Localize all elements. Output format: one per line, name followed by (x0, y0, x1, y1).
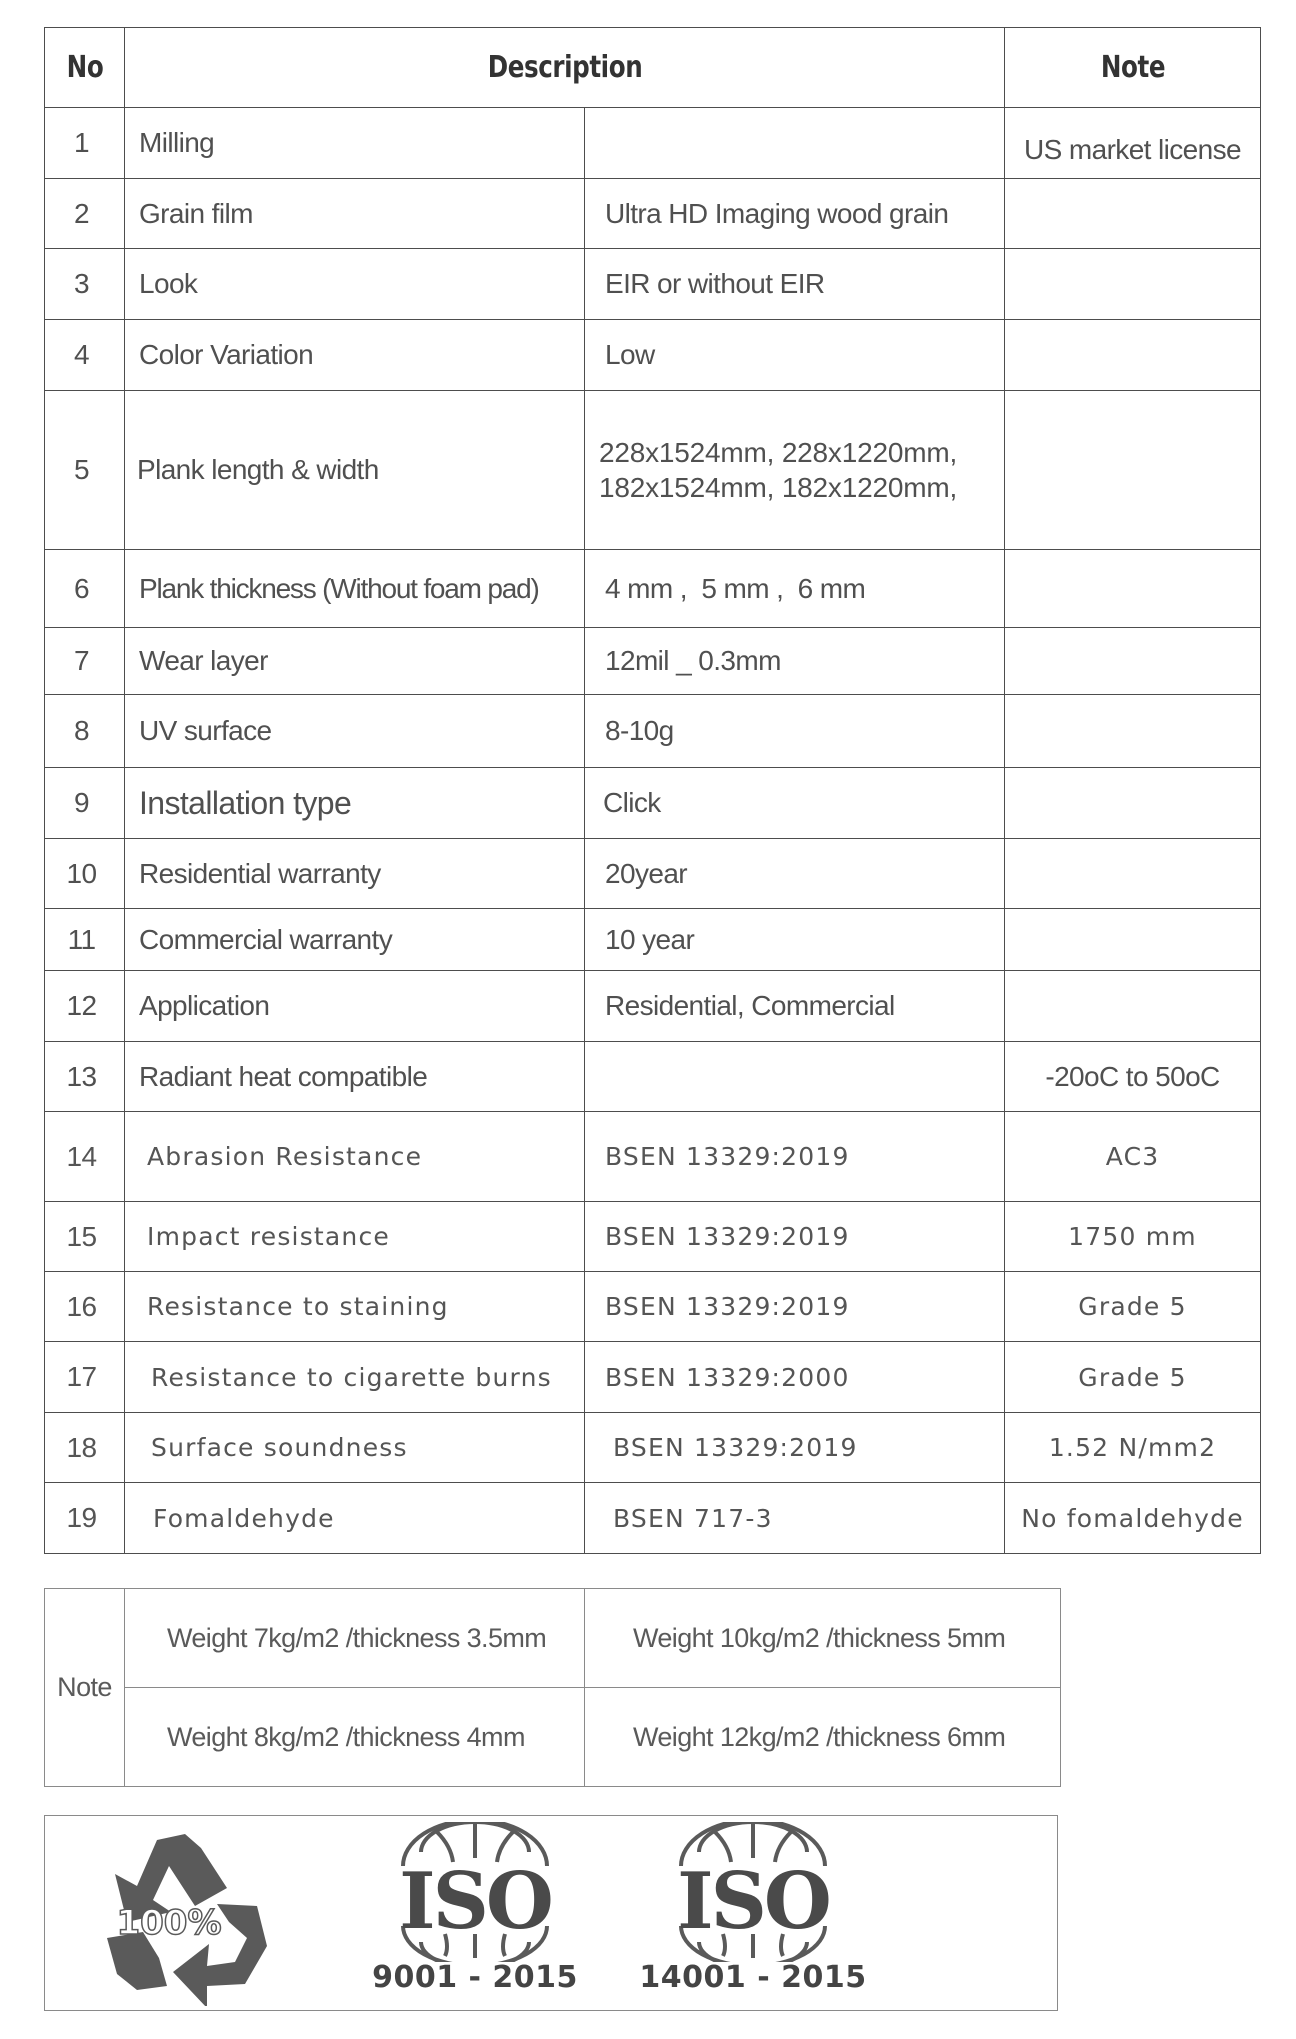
row-note: 1.52 N/mm2 (1005, 1413, 1261, 1483)
iso-14001-logo (643, 1822, 863, 1962)
header-note: Note (1028, 28, 1238, 108)
row-value: 8-10g (585, 695, 1005, 768)
row-description: Color Variation (125, 320, 585, 391)
row-value: BSEN 13329:2019 (585, 1202, 1005, 1272)
iso-globe-icon (365, 1822, 585, 1962)
row-number: 9 (45, 768, 125, 839)
recycle-percent: 100% (116, 1903, 222, 1943)
table-row (45, 1483, 1261, 1554)
table-row (45, 768, 1261, 839)
row-note: -20oC to 50oC (1005, 1042, 1261, 1112)
row-description: Plank length & width (125, 391, 585, 550)
row-note: Grade 5 (1005, 1342, 1261, 1413)
row-description: Look (125, 249, 585, 320)
row-value-multiline (585, 391, 1005, 550)
row-number: 13 (45, 1042, 125, 1112)
row-note: 1750 mm (1005, 1202, 1261, 1272)
row-value-line: 228x1524mm, 228x1220mm, (599, 437, 958, 468)
weight-note-item: Weight 10kg/m2 /thickness 5mm (585, 1589, 1061, 1688)
row-description: Plank thickness (Without foam pad) (125, 550, 585, 628)
row-value: 10 year (585, 909, 1005, 971)
row-description: Installation type (125, 768, 585, 839)
row-number: 17 (45, 1342, 125, 1413)
row-note (1005, 391, 1261, 550)
row-number: 5 (45, 391, 125, 550)
row-number: 11 (45, 909, 125, 971)
row-value: Residential, Commercial (585, 971, 1005, 1042)
row-description: Commercial warranty (125, 909, 585, 971)
row-description: Abrasion Resistance (125, 1112, 585, 1202)
row-note (1005, 628, 1261, 695)
row-description: Surface soundness (125, 1413, 585, 1483)
row-description: Application (125, 971, 585, 1042)
header-description: Description (204, 28, 926, 108)
row-value: BSEN 13329:2019 (585, 1272, 1005, 1342)
row-number: 12 (45, 971, 125, 1042)
row-value: 12mil _ 0.3mm (585, 628, 1005, 695)
row-number: 16 (45, 1272, 125, 1342)
table-row (45, 320, 1261, 391)
recycle-icon (97, 1826, 277, 2006)
table-row (45, 971, 1261, 1042)
row-description: Wear layer (125, 628, 585, 695)
row-description: Resistance to staining (125, 1272, 585, 1342)
table-row (45, 1042, 1261, 1112)
row-value: BSEN 13329:2019 (585, 1413, 1005, 1483)
spec-header-row (45, 28, 1261, 108)
row-note (1005, 909, 1261, 971)
row-number: 6 (45, 550, 125, 628)
row-value: Ultra HD Imaging wood grain (585, 179, 1005, 249)
row-note (1005, 768, 1261, 839)
row-description: Residential warranty (125, 839, 585, 909)
row-value: 20year (585, 839, 1005, 909)
row-number: 10 (45, 839, 125, 909)
table-row (45, 108, 1261, 179)
row-value: Low (585, 320, 1005, 391)
row-value-line: 182x1524mm, 182x1220mm, (599, 472, 958, 503)
row-note: No fomaldehyde (1005, 1483, 1261, 1554)
row-note (1005, 249, 1261, 320)
row-number: 3 (45, 249, 125, 320)
table-row (45, 391, 1261, 550)
iso-9001-logo (365, 1822, 585, 1962)
iso-mark: ISO (677, 1856, 829, 1947)
row-value: Click (585, 768, 1005, 839)
weight-note-row (45, 1688, 1061, 1787)
row-value (585, 108, 1005, 179)
weight-note-table (44, 1588, 1061, 1787)
row-value: BSEN 13329:2000 (585, 1342, 1005, 1413)
table-row (45, 909, 1261, 971)
row-note: AC3 (1005, 1112, 1261, 1202)
table-row (45, 1202, 1261, 1272)
row-note: Grade 5 (1005, 1272, 1261, 1342)
row-description: Milling (125, 108, 585, 179)
row-value: BSEN 717-3 (585, 1483, 1005, 1554)
table-row (45, 695, 1261, 768)
row-note (1005, 695, 1261, 768)
recycle-logo (97, 1826, 277, 2006)
spec-table (44, 27, 1261, 1554)
table-row (45, 1413, 1261, 1483)
row-description: Fomaldehyde (125, 1483, 585, 1554)
table-row (45, 1342, 1261, 1413)
weight-note-row (45, 1589, 1061, 1688)
row-number: 19 (45, 1483, 125, 1554)
certifications-box (44, 1815, 1058, 2011)
row-value: BSEN 13329:2019 (585, 1112, 1005, 1202)
iso-globe-icon (643, 1822, 863, 1962)
row-description: UV surface (125, 695, 585, 768)
row-value (585, 1042, 1005, 1112)
table-row (45, 628, 1261, 695)
row-number: 15 (45, 1202, 125, 1272)
row-note (1005, 971, 1261, 1042)
weight-note-label: Note (45, 1589, 125, 1787)
row-number: 2 (45, 179, 125, 249)
table-row (45, 249, 1261, 320)
row-note (1005, 179, 1261, 249)
iso-14001-caption: 14001 - 2015 (639, 1960, 867, 1995)
weight-note-item: Weight 8kg/m2 /thickness 4mm (125, 1688, 585, 1787)
row-number: 8 (45, 695, 125, 768)
row-number: 1 (45, 108, 125, 179)
weight-note-item: Weight 7kg/m2 /thickness 3.5mm (125, 1589, 585, 1688)
row-note (1005, 839, 1261, 909)
table-row (45, 1112, 1261, 1202)
row-number: 7 (45, 628, 125, 695)
table-row (45, 839, 1261, 909)
row-description: Resistance to cigarette burns (125, 1342, 585, 1413)
row-description: Impact resistance (125, 1202, 585, 1272)
weight-note-item: Weight 12kg/m2 /thickness 6mm (585, 1688, 1061, 1787)
header-no: No (52, 28, 118, 108)
row-note (1005, 320, 1261, 391)
row-number: 4 (45, 320, 125, 391)
row-note (1005, 550, 1261, 628)
iso-9001-caption: 9001 - 2015 (372, 1960, 578, 1995)
row-number: 18 (45, 1413, 125, 1483)
row-note: US market license (1005, 108, 1261, 179)
row-number: 14 (45, 1112, 125, 1202)
row-value: EIR or without EIR (585, 249, 1005, 320)
table-row (45, 179, 1261, 249)
row-description: Radiant heat compatible (125, 1042, 585, 1112)
table-row (45, 1272, 1261, 1342)
row-description: Grain film (125, 179, 585, 249)
row-value: 4 mm , 5 mm , 6 mm (585, 550, 1005, 628)
iso-mark: ISO (399, 1856, 551, 1947)
table-row (45, 550, 1261, 628)
